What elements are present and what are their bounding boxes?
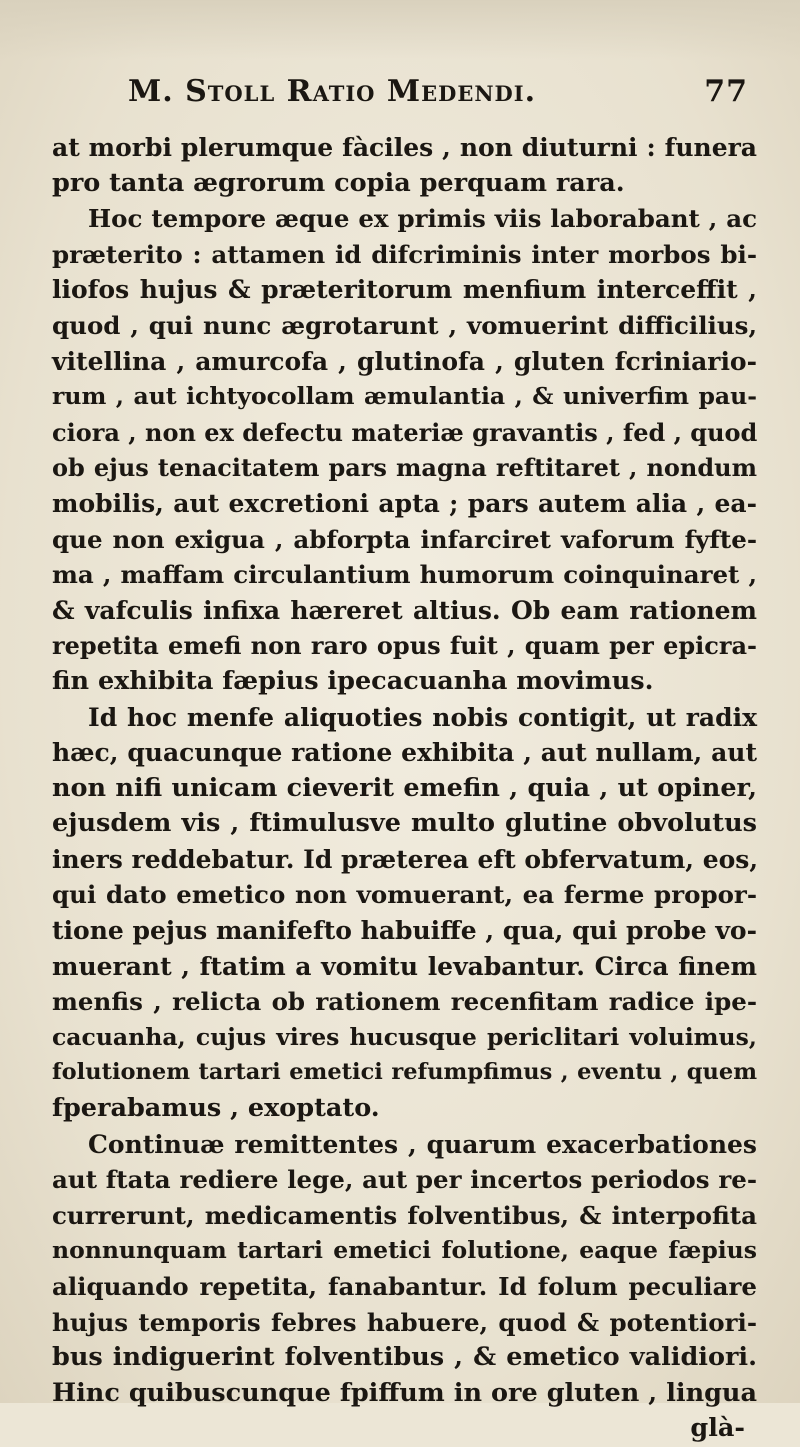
text-line: Hinc quibuscunque fpiffum in ore gluten , lingua (52, 1377, 757, 1408)
text-line: fperabamus , exoptato. (52, 1093, 380, 1124)
text-line: quod , qui nunc ægrotarunt , vomuerint difficilius, (52, 310, 757, 340)
text-line: que non exigua , abforpta infarciret vaforum fyfte- (52, 524, 757, 554)
text-line: qui dato emetico non vomuerant, ea ferme propor- (52, 880, 757, 910)
text-line: ob ejus tenacitatem pars magna reftitaret , nondum (52, 453, 757, 483)
text-line: nonnunquam tartari emetici folutione, eaque fæpius (52, 1236, 757, 1265)
text-line: ciora , non ex defectu materiæ gravantis , fed , quod (52, 417, 758, 447)
text-line: iners reddebatur. Id præterea eft obfervatum, eos, (52, 844, 759, 874)
text-line: cacuanha, cujus vires hucusque periclitari voluimus, (52, 1022, 757, 1051)
text-line: non nifi unicam cieverit emefin , quia , ut opiner, (52, 772, 757, 803)
text-line: fin exhibita fæpius ipecacuanha movimus. (52, 665, 654, 696)
text-line: tione pejus manifefto habuiffe , qua, qui probe vo- (52, 916, 757, 946)
text-line: menfis , relicta ob rationem recenfitam radice ipe- (52, 987, 757, 1017)
text-line: aliquando repetita, fanabantur. Id folum peculiare (52, 1272, 757, 1301)
text-line: pro tanta ægrorum copia perquam rara. (52, 167, 625, 198)
text-line: liofos hujus & præteritorum menfium interceffit , (52, 275, 757, 305)
text-line: vitellina , amurcofa , glutinofa , gluten fcriniario- (52, 346, 757, 376)
body-text (52, 130, 757, 1447)
catchword: glà- (690, 1413, 745, 1444)
text-line: Hoc tempore æque ex primis viis laborabant , ac (88, 204, 757, 234)
text-line: hæc, quacunque ratione exhibita , aut nullam, aut (52, 738, 757, 768)
text-line: ejusdem vis , ftimulusve multo glutine obvolutus (52, 808, 757, 839)
text-line: bus indiguerint folventibus , & emetico validiori. (52, 1342, 757, 1373)
text-line: mobilis, aut excretioni apta ; pars autem alia , ea- (52, 488, 757, 518)
text-line: at morbi plerumque fàciles , non diuturni : funera (52, 133, 757, 162)
page-number: 77 (704, 74, 748, 109)
text-line: currerunt, medicamentis folventibus, & interpofita (52, 1200, 757, 1230)
text-line: & vafculis infixa hæreret altius. Ob eam rationem (52, 595, 757, 625)
text-line: præterito : attamen id difcriminis inter morbos bi- (52, 239, 757, 269)
text-line: Id hoc menfe aliquoties nobis contigit, ut radix (88, 702, 757, 732)
text-line: muerant , ftatim a vomitu levabantur. Circa finem (52, 951, 757, 981)
text-line: folutionem tartari emetici refumpfimus , eventu , quem (52, 1059, 757, 1086)
text-line: Continuæ remittentes , quarum exacerbationes (88, 1129, 757, 1159)
text-line: repetita emefi non raro opus fuit , quam per epicra- (52, 631, 757, 661)
page-edge-shadow (0, 0, 800, 60)
text-line: rum , aut ichtyocollam æmulantia , & univerfim pau- (52, 382, 757, 411)
running-header (128, 74, 748, 114)
text-line: hujus temporis febres habuere, quod & potentiori- (52, 1307, 757, 1337)
text-line: aut ftata rediere lege, aut per incertos periodos re- (52, 1165, 757, 1195)
text-line: ma , maffam circulantium humorum coinquinaret , (52, 560, 757, 590)
running-title: M. Stoll Ratio Medendi. (128, 74, 537, 109)
